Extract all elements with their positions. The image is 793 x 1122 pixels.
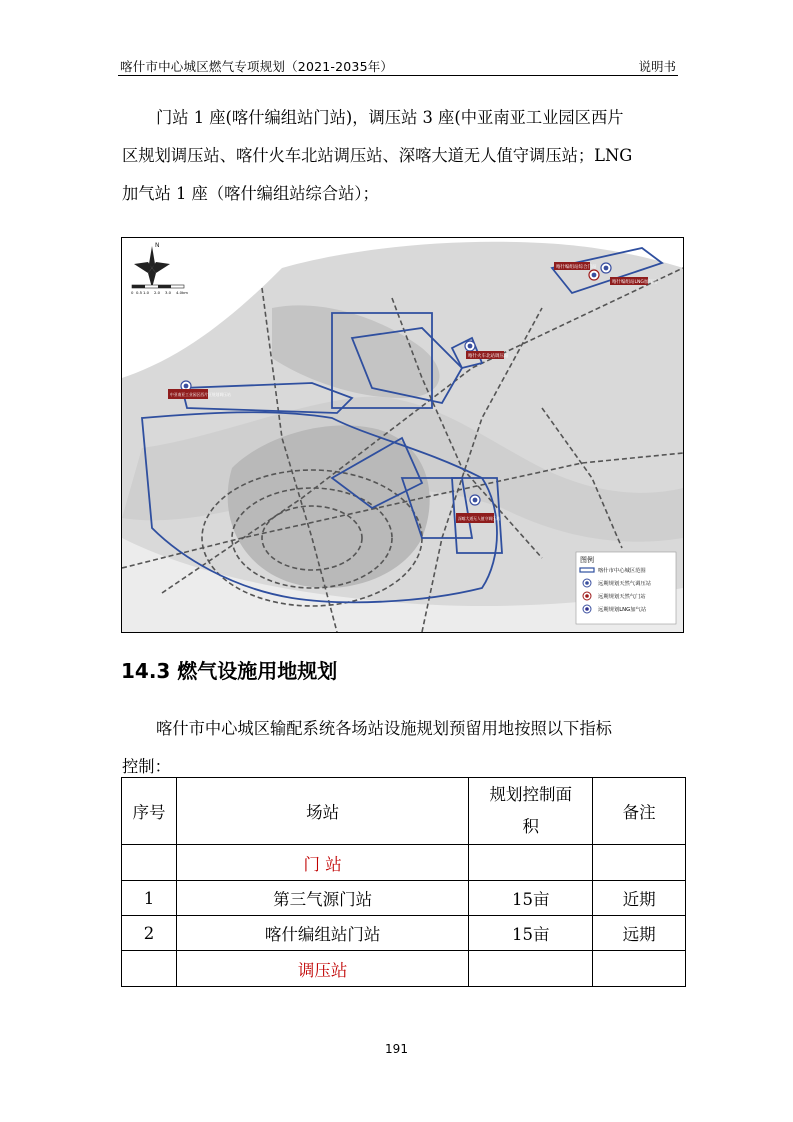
legend-item: 喀什市中心城区范围 bbox=[598, 568, 646, 574]
north-label: N bbox=[155, 242, 160, 249]
table-cell: 近期 bbox=[593, 881, 686, 916]
compass-icon bbox=[134, 242, 170, 288]
section-heading: 14.3 燃气设施用地规划 bbox=[121, 659, 338, 683]
table-header-cell: 备注 bbox=[593, 778, 686, 845]
scale-tick: 4.0 bbox=[176, 290, 183, 295]
table-header-cell: 场站 bbox=[176, 778, 468, 845]
scale-tick: 3.0 bbox=[165, 290, 172, 295]
body-line: 控制： bbox=[122, 757, 171, 776]
table-row bbox=[122, 881, 686, 916]
table-cell: 第三气源门站 bbox=[176, 881, 468, 916]
intro-line: 门站 1 座(喀什编组站门站)，调压站 3 座(中亚南亚工业园区西片 bbox=[156, 108, 624, 127]
header-rule bbox=[118, 75, 678, 76]
land-use-table bbox=[121, 777, 686, 987]
map-canvas bbox=[122, 238, 683, 632]
table-header-row bbox=[122, 778, 686, 845]
scale-tick: 1.0 bbox=[143, 290, 150, 295]
scale-tick: 0.5 bbox=[136, 290, 143, 295]
legend-title: 图例 bbox=[580, 556, 594, 564]
site-gate-station-marker bbox=[589, 270, 599, 280]
site-label: 喀什编组站综合门站 bbox=[556, 265, 597, 270]
table-cell: 15亩 bbox=[469, 881, 593, 916]
site-lng-station-marker bbox=[601, 263, 611, 273]
site-label: 深喀大道无人值守调压站 bbox=[458, 516, 500, 521]
site-north-station-marker bbox=[465, 341, 475, 351]
site-shenka-marker bbox=[470, 495, 480, 505]
table-group-row bbox=[122, 845, 686, 881]
header-doc-type: 说明书 bbox=[638, 59, 676, 74]
site-label: 喀什编组站LNG加气站 bbox=[612, 280, 658, 285]
table-row bbox=[122, 916, 686, 951]
body-line: 喀什市中心城区输配系统各场站设施规划预留用地按照以下指标 bbox=[156, 719, 612, 738]
table-cell: 远期 bbox=[593, 916, 686, 951]
table-header-cell: 序号 bbox=[122, 778, 177, 845]
gas-station-planning-map bbox=[121, 237, 684, 633]
scale-bar bbox=[131, 285, 188, 295]
site-label: 喀什火车北站调压站 bbox=[468, 354, 509, 359]
intro-line: 区规划调压站、喀什火车北站调压站、深喀大道无人值守调压站；LNG bbox=[122, 146, 633, 165]
body-paragraph bbox=[122, 710, 682, 786]
table-cell: 喀什编组站门站 bbox=[176, 916, 468, 951]
scale-tick: km bbox=[182, 290, 188, 295]
legend-item: 远期规划天然气调压站 bbox=[598, 581, 651, 587]
legend-item: 远期规划天然气门站 bbox=[598, 594, 646, 600]
table-group-row bbox=[122, 951, 686, 987]
table-cell: 15亩 bbox=[469, 916, 593, 951]
intro-line: 加气站 1 座（喀什编组站综合站）； bbox=[122, 184, 379, 203]
table-cell: 2 bbox=[122, 916, 177, 951]
scale-tick: 2.0 bbox=[154, 290, 161, 295]
site-label: 中亚南亚工业园区西片区规划调压站 bbox=[170, 392, 231, 397]
table-group-label: 门 站 bbox=[176, 845, 468, 881]
table-group-label: 调压站 bbox=[176, 951, 468, 987]
table-header-cell: 规划控制面积 bbox=[469, 778, 593, 845]
map-legend bbox=[576, 552, 676, 624]
scale-tick: 0 bbox=[131, 290, 134, 295]
page-number: 191 bbox=[385, 1042, 408, 1056]
intro-paragraph bbox=[122, 99, 682, 213]
header-title: 喀什市中心城区燃气专项规划（2021-2035年） bbox=[120, 59, 394, 74]
legend-item: 远期规划LNG加气站 bbox=[598, 607, 647, 613]
table-cell: 1 bbox=[122, 881, 177, 916]
